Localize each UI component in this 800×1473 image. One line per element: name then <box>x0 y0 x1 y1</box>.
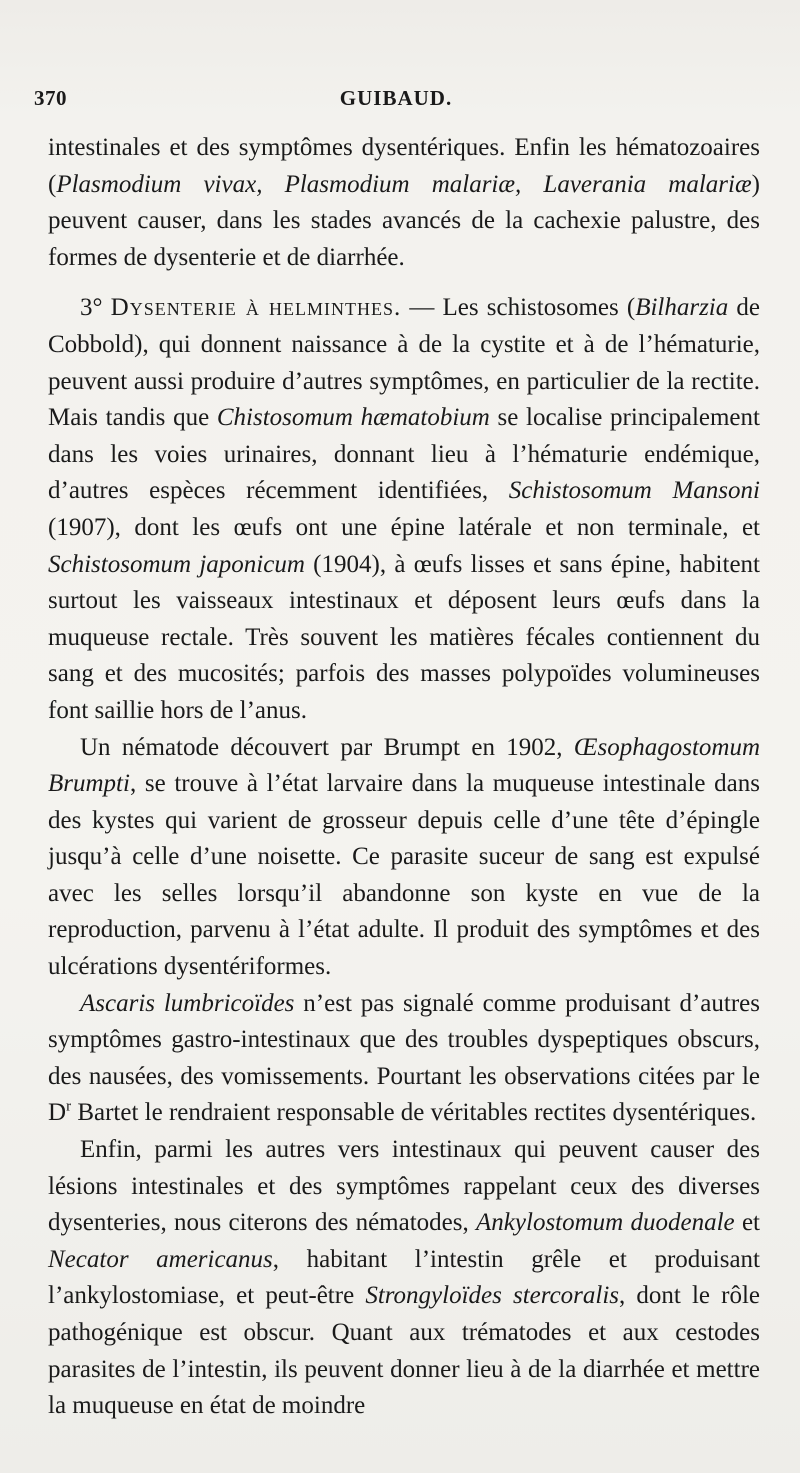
italic-term: Plasmodium vivax, Plasmodium malariæ, Laverania malariæ <box>56 170 752 198</box>
text-run: Enfin, parmi les autres vers intestinaux qui peuvent causer des lésions intestinales et des symptômes rappelant ceux des diverses dysenteries, nous citerons des nématodes, <box>48 1136 760 1237</box>
text-run: ) peuvent causer, dans les stades avancés de la cachexie palustre, des formes de dysenterie et de diarrhée. <box>48 170 760 271</box>
text-run: et <box>734 1209 760 1237</box>
text-run: intestinales et des symptômes dysentériques. Enfin les hématozoaires ( <box>48 134 760 198</box>
text-run: — Les schistosomes ( <box>401 294 636 322</box>
paragraph <box>48 986 760 1132</box>
italic-term: Necator americanus <box>48 1245 273 1273</box>
text-run: n’est pas signalé comme produisant d’autres symptômes gastro-intestinaux que des troubles dyspeptiques obscurs, des nausées, des vomissements. Pourtant les observations citées par le D <box>48 989 760 1127</box>
page-header <box>34 86 758 116</box>
text-run: , habitant l’intestin grêle et produisant l’ankylostomiase, et peut-être <box>48 1245 760 1310</box>
text-run: Bartet le rendraient responsable de véritables rectites dysentériques. <box>71 1099 757 1127</box>
italic-term: Chistosomum hæmatobium <box>216 404 490 432</box>
paragraph <box>48 130 760 276</box>
text-run: 3° <box>80 294 111 322</box>
italic-term: Strongyloïdes stercoralis <box>365 1282 620 1310</box>
text-run: se localise principalement dans les voies urinaires, donnant lieu à l’hématurie endémique, d’autres espèces récemment identifiées, <box>48 404 760 505</box>
page-number: 370 <box>34 86 67 110</box>
running-head: GUIBAUD. <box>339 86 453 110</box>
italic-term: Œsophagostomum Brumpti <box>48 733 760 798</box>
text-run: de Cobbold), qui donnent naissance à de la cystite et à de l’hématurie, peuvent aussi produire d’autres symptômes, en particulier de la rectite. Mais tandis que <box>48 294 761 432</box>
text-run: (1904), à œufs lisses et sans épine, habitent surtout les vaisseaux intestinaux et déposent leurs œufs dans la muqueuse rectale. Très souvent les matières fécales contiennent du sang et des mucosités; parfois des masses polypoïdes volumineuses font saillie hors de l’anus. <box>48 550 760 724</box>
section-heading: Dysenterie à helminthes. <box>110 294 402 322</box>
italic-term: Schistosomum japonicum <box>48 550 305 578</box>
text-run: , dont le rôle pathogénique est obscur. Quant aux trématodes et aux cestodes parasites de l’intestin, ils peuvent donner lieu à de la diarrhée et mettre la muqueuse en état de moindre <box>48 1282 760 1420</box>
italic-term: Ascaris lumbricoïdes <box>80 989 295 1017</box>
text-run: Un nématode découvert par Brumpt en 1902, <box>80 733 574 761</box>
body-text <box>48 130 760 1425</box>
text-run: (1907), dont les œufs ont une épine latérale et non terminale, et <box>48 513 760 541</box>
text-run: r <box>66 1099 72 1116</box>
italic-term: Schistosomum Mansoni <box>508 477 760 505</box>
italic-term: Ankylostomum duodenale <box>476 1209 735 1237</box>
paragraph <box>48 730 760 986</box>
paragraph <box>48 290 760 729</box>
text-run: , se trouve à l’état larvaire dans la muqueuse intestinale dans des kystes qui varient de grosseur depuis celle d’une tête d’épingle jusqu’à celle d’une noisette. Ce parasite suceur de sang est expulsé avec les selles lorsqu’il abandonne son kyste en vue de la reproduction, parvenu à l’état adulte. Il produit des symptômes et des ulcérations dysentériformes. <box>48 770 760 981</box>
italic-term: Bilharzia <box>635 294 729 322</box>
paragraph <box>48 1132 760 1425</box>
